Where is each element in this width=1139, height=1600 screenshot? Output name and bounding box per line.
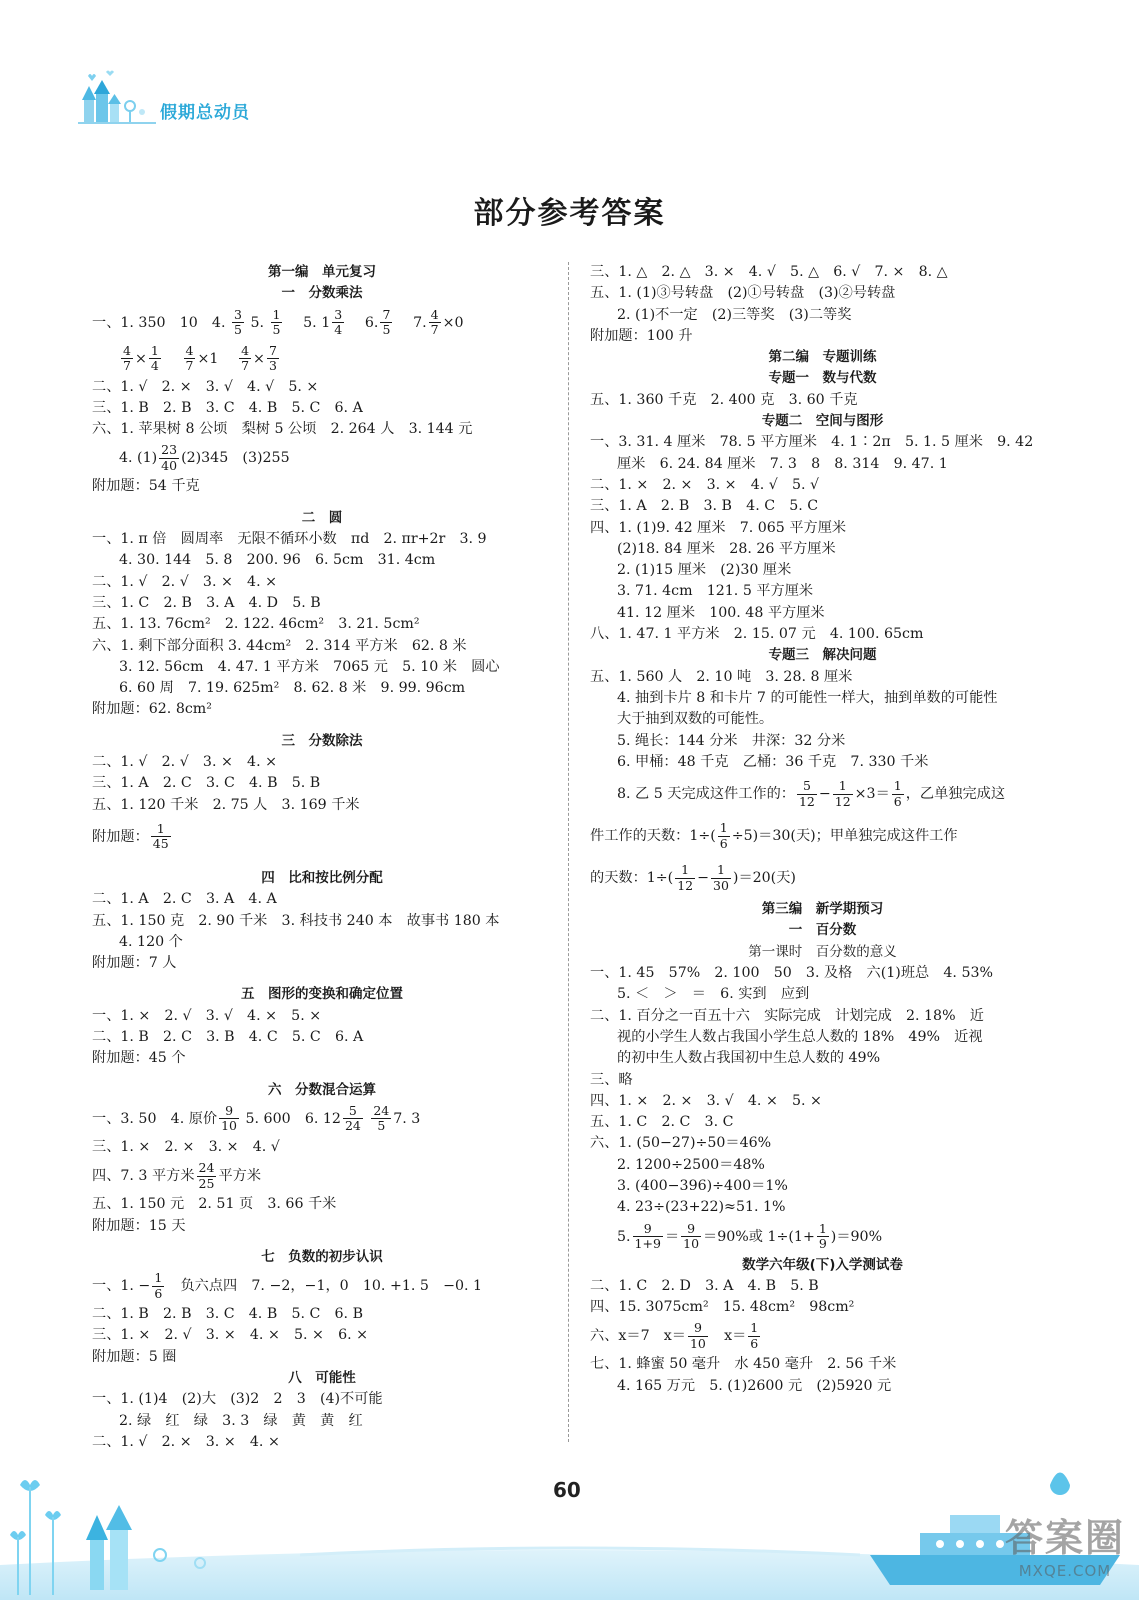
answer-line: 6. 60 周 7. 19. 625m² 8. 62. 8 米 9. 99. 96cm (119, 680, 466, 697)
fraction: $\frac{4}{7}$ (241, 342, 250, 374)
answer-line: 三、1. × 2. × 3. × 4. √ (92, 1138, 280, 1155)
answer-line: 二、1. B 2. B 3. C 4. B 5. C 6. B (92, 1306, 364, 1323)
answer-line: 附加题：5 圈 (92, 1348, 177, 1365)
answer-line: 4. 抽到卡片 8 和卡片 7 的可能性一样大，抽到单数的可能性 (617, 689, 998, 706)
unit-heading: 专题二 空间与图形 (761, 413, 884, 430)
fraction: $\frac{1}{5}$ (272, 306, 281, 338)
answer-line: (2)18. 84 厘米 28. 26 平方厘米 (617, 540, 836, 557)
answer-line: 四、7. 3 平方米 $\frac{24}{25}$ 平方米 (92, 1160, 262, 1191)
answer-line: 2. 1200÷2500＝48% (617, 1156, 765, 1173)
fraction: $\frac{24}{25}$ (198, 1160, 215, 1191)
answer-line: 厘米 6. 24. 84 厘米 7. 3 8 8. 314 9. 47. 1 (617, 455, 948, 472)
answer-line: 大于抽到双数的可能性。 (617, 711, 774, 728)
answer-line: 4. 30. 144 5. 8 200. 96 6. 5cm 31. 4cm (119, 552, 436, 569)
answer-line: 附加题：45 个 (92, 1050, 186, 1067)
answer-line: 八、1. 47. 1 平方米 2. 15. 07 元 4. 100. 65cm (590, 626, 924, 643)
answer-line: 五、1. (1)③号转盘 (2)①号转盘 (3)②号转盘 (590, 285, 896, 302)
answer-line: 三、略 (590, 1071, 633, 1088)
answer-line: 四、15. 3075cm² 15. 48cm² 98cm² (590, 1299, 855, 1316)
fraction: $\frac{1}{6}$ (719, 820, 728, 851)
watermark-title: 答案圈 (1004, 1516, 1125, 1560)
answer-line: 六、1. 苹果树 8 公顷 梨树 5 公顷 2. 264 人 3. 144 元 (92, 421, 473, 438)
answer-line: 件工作的天数：1÷( $\frac{1}{6}$ ÷5)＝30(天)；甲单独完成这件工作 (590, 820, 958, 851)
answer-line: 3. 12. 56cm 4. 47. 1 平方米 7065 元 5. 10 米 圆心 (119, 658, 500, 675)
answer-line: 4. 23÷(23+22)≈51. 1% (617, 1199, 786, 1216)
fraction: $\frac{1}{12}$ (834, 778, 851, 809)
answer-line: 二、1. √ 2. √ 3. × 4. × (92, 573, 277, 590)
unit-heading: 四 比和按比例分配 (261, 869, 383, 886)
unit-heading: 二 圆 (301, 509, 343, 526)
page-number: 60 (553, 1478, 581, 1502)
answer-line: 一、1. × 2. √ 3. √ 4. × 5. × (92, 1007, 322, 1024)
answer-line: 三、1. A 2. B 3. B 4. C 5. C (590, 498, 819, 515)
answer-line: 二、1. A 2. C 3. A 4. A (92, 891, 277, 908)
fraction: $\frac{3}{5}$ (233, 306, 242, 338)
answer-line: 一、3. 50 4. 原价 $\frac{9}{10}$ 5. 600 6. 12 $\frac{5}{24}$ $\frac{24}{5}$ 7. 3 (92, 1102, 421, 1134)
answer-line: 二、1. B 2. C 3. B 4. C 5. C 6. A (92, 1029, 364, 1046)
answer-line: 二、1. C 2. D 3. A 4. B 5. B (590, 1277, 819, 1294)
answer-line: 七、1. 蜂蜜 50 毫升 水 450 毫升 2. 56 千米 (590, 1356, 897, 1373)
answer-line: 六、1. (50−27)÷50＝46% (590, 1135, 772, 1152)
fraction: $\frac{4}{7}$ (430, 306, 439, 338)
answer-line: 附加题：7 人 (92, 955, 177, 972)
answer-line: 三、1. × 2. √ 3. × 4. × 5. × 6. × (92, 1327, 369, 1344)
fraction: $\frac{9}{1+9}$ (634, 1220, 661, 1252)
answer-line: 一、1. − $\frac{1}{6}$ 负六点四 7. −2，−1，0 10. +1. 5 −0. 1 (92, 1270, 483, 1301)
answer-line: 一、3. 31. 4 厘米 78. 5 平方厘米 4. 1∶2π 5. 1. 5 厘米 9. 42 (590, 434, 1034, 451)
answer-line: 五、1. 150 克 2. 90 千米 3. 科技书 240 本 故事书 180 本 (92, 912, 500, 929)
answer-line: 8. 乙 5 天完成这件工作的： $\frac{5}{12}$ − $\frac{1}{12}$ ×3＝ $\frac{1}{6}$ ，乙单独完成这 (617, 778, 1006, 809)
brand-name: 假期总动员 (160, 103, 250, 123)
unit-heading: 专题三 解决问题 (768, 647, 877, 664)
fraction: $\frac{1}{12}$ (677, 862, 694, 893)
answer-line: 二、1. × 2. × 3. × 4. √ 5. √ (590, 476, 820, 493)
section-heading: 第三编 新学期预习 (761, 901, 884, 918)
answer-line: 五、1. 560 人 2. 10 吨 3. 28. 8 厘米 (590, 668, 853, 685)
column-divider (568, 262, 569, 1442)
answer-line: 2. (1)不一定 (2)三等奖 (3)二等奖 (617, 306, 852, 323)
answer-line: 3. (400−396)÷400＝1% (617, 1177, 788, 1194)
castle-logo-icon (78, 70, 158, 130)
answer-line: 视的小学生人数占我国小学生总人数的 18% 49% 近视 (617, 1028, 983, 1045)
answer-line: 5. $\frac{9}{1+9}$ ＝ $\frac{9}{10}$ ＝90%或 1÷(1+ $\frac{1}{9}$ )＝90% (617, 1220, 883, 1252)
fraction: $\frac{1}{30}$ (713, 862, 729, 893)
unit-heading: 专题一 数与代数 (768, 370, 877, 387)
answer-line: $\frac{4}{7}$ × $\frac{1}{4}$ $\frac{4}{7}$ ×1 $\frac{4}{7}$ × $\frac{7}{3}$ (123, 342, 277, 374)
answer-line: 2. 绿 红 绿 3. 3 绿 黄 黄 红 (119, 1412, 363, 1429)
answer-line: 五、1. 120 千米 2. 75 人 3. 169 千米 (92, 796, 360, 813)
footer-decoration (0, 1445, 1139, 1600)
answer-line: 二、1. √ 2. × 3. × 4. × (92, 1433, 280, 1450)
answer-line: 三、1. C 2. B 3. A 4. D 5. B (92, 594, 321, 611)
answer-line: 四、1. (1)9. 42 厘米 7. 065 平方厘米 (590, 519, 847, 536)
footer-scenery-icon (0, 1445, 1139, 1600)
section-heading: 数学六年级(下)入学测试卷 (742, 1256, 903, 1273)
fraction: $\frac{5}{12}$ (798, 778, 815, 809)
answer-line: 六、x＝7 x＝ $\frac{9}{10}$ x＝ $\frac{1}{6}$ (590, 1320, 759, 1351)
fraction: $\frac{1}{6}$ (893, 778, 902, 809)
section-heading: 第二编 专题训练 (768, 349, 877, 366)
answer-line: 二、1. 百分之一百五十六 实际完成 计划完成 2. 18% 近 (590, 1007, 984, 1024)
answer-line: 三、1. △ 2. △ 3. × 4. √ 5. △ 6. √ 7. × 8. △ (590, 264, 948, 280)
answer-line: 的初中生人数占我国初中生总人数的 49% (617, 1050, 881, 1067)
answer-line: 附加题：54 千克 (92, 478, 200, 495)
fraction: $\frac{4}{7}$ (123, 342, 131, 374)
unit-heading: 八 可能性 (288, 1369, 356, 1386)
answer-line: 二、1. √ 2. × 3. √ 4. √ 5. × (92, 378, 319, 395)
answer-line: 附加题：62. 8cm² (92, 701, 212, 718)
answer-line: 六、1. 剩下部分面积 3. 44cm² 2. 314 平方米 62. 8 米 (92, 637, 467, 654)
left-column (92, 262, 552, 1453)
answer-line: 三、1. A 2. C 3. C 4. B 5. B (92, 775, 321, 792)
unit-heading: 五 图形的变换和确定位置 (241, 986, 403, 1003)
unit-heading: 一 分数乘法 (281, 285, 363, 302)
unit-heading: 一 百分数 (788, 922, 857, 939)
answer-line: 2. (1)15 厘米 (2)30 厘米 (617, 562, 792, 579)
fraction: $\frac{7}{5}$ (382, 306, 391, 338)
answer-line: 附加题： $\frac{1}{45}$ (92, 820, 169, 852)
answer-line: 6. 甲桶：48 千克 乙桶：36 千克 7. 330 千米 (617, 753, 929, 770)
answer-line: 4. 165 万元 5. (1)2600 元 (2)5920 元 (617, 1377, 892, 1394)
fraction: $\frac{3}{4}$ (334, 306, 343, 338)
fraction: $\frac{24}{5}$ (373, 1102, 390, 1134)
fraction: $\frac{1}{6}$ (154, 1270, 163, 1301)
answer-line: 五、1. 150 元 2. 51 页 3. 66 千米 (92, 1196, 337, 1213)
watermark (1005, 1507, 1125, 1580)
fraction: $\frac{5}{24}$ (344, 1102, 361, 1134)
answer-line: 4. (1) $\frac{23}{40}$ (2)345 (3)255 (119, 442, 290, 473)
answer-line: 一、1. 350 10 4. $\frac{3}{5}$ 5. $\frac{1}{5}$ 5. 1 $\frac{3}{4}$ 6. $\frac{7}{5}$ 7. $\frac{4}{7}$ ×0 (92, 306, 464, 338)
watermark-url: MXQE.COM (1018, 1562, 1112, 1580)
section-heading: 第一编 单元复习 (268, 264, 376, 280)
fraction: $\frac{4}{7}$ (185, 342, 194, 374)
answer-line: 五、1. 360 千克 2. 400 克 3. 60 千克 (590, 391, 858, 408)
answer-line: 5. 绳长：144 分米 井深：32 分米 (617, 732, 846, 749)
answer-line: 的天数：1÷( $\frac{1}{12}$ − $\frac{1}{30}$ )＝20(天) (590, 862, 796, 893)
fraction: $\frac{23}{40}$ (161, 442, 178, 473)
brand-logo (78, 70, 278, 130)
answer-line: 四、1. × 2. × 3. √ 4. × 5. × (590, 1092, 822, 1109)
answer-line: 一、1. (1)4 (2)大 (3)2 2 3 (4)不可能 (92, 1391, 383, 1408)
right-column (590, 262, 1055, 1397)
unit-heading: 六 分数混合运算 (268, 1081, 376, 1098)
answer-line: 一、1. 45 57% 2. 100 50 3. 及格 六(1)班总 4. 53% (590, 965, 993, 982)
fraction: $\frac{1}{45}$ (152, 820, 169, 852)
answer-line: 五、1. 13. 76cm² 2. 122. 46cm² 3. 21. 5cm² (92, 616, 420, 633)
unit-heading: 七 负数的初步认识 (261, 1248, 383, 1265)
answer-line: 附加题：15 天 (92, 1217, 186, 1234)
page-title: 部分参考答案 (473, 196, 666, 231)
lesson-heading: 第一课时 百分数的意义 (748, 943, 897, 960)
fraction: $\frac{7}{3}$ (268, 342, 277, 374)
fraction: $\frac{1}{9}$ (818, 1220, 827, 1252)
answer-line: 五、1. C 2. C 3. C (590, 1114, 734, 1131)
fraction: $\frac{9}{10}$ (683, 1220, 700, 1252)
answer-line: 41. 12 厘米 100. 48 平方厘米 (617, 604, 825, 621)
answer-line: 三、1. B 2. B 3. C 4. B 5. C 6. A (92, 399, 363, 416)
answer-line: 附加题：100 升 (590, 327, 693, 344)
fraction: $\frac{1}{4}$ (150, 342, 159, 374)
answer-line: 5. ＜ ＞ ＝ 6. 实到 应到 (617, 986, 810, 1003)
answer-line: 一、1. π 倍 圆周率 无限不循环小数 πd 2. πr+2r 3. 9 (92, 531, 487, 548)
fraction: $\frac{9}{10}$ (689, 1320, 706, 1351)
answer-line: 3. 71. 4cm 121. 5 平方厘米 (617, 583, 814, 600)
fraction: $\frac{1}{6}$ (750, 1320, 759, 1351)
unit-heading: 三 分数除法 (281, 732, 363, 749)
fraction: $\frac{9}{10}$ (221, 1102, 237, 1134)
answer-line: 4. 120 个 (119, 933, 183, 950)
answer-line: 二、1. √ 2. √ 3. × 4. × (92, 754, 277, 771)
